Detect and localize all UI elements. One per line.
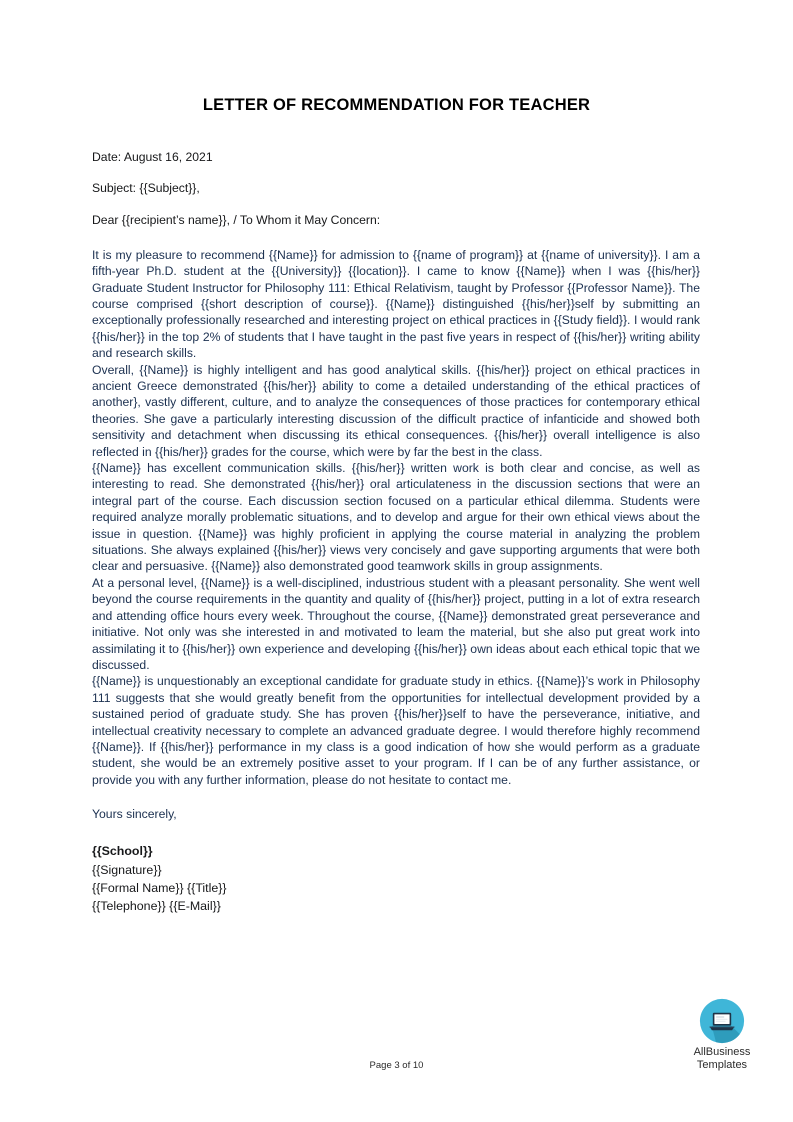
paragraph-5: {{Name}} is unquestionably an exceptional candidate for graduate study in ethics. {{Name}}’s work in Philosophy 111 suggests that she would greatly benefit from the opportunities for intellectual development provided by a sustained period of graduate study. She has proven {{his/her}}self to have the perseverance, initiative, and intellectual creativity necessary to complete an advanced graduate degree. I would therefore highly recommend {{Name}}. If {{his/her}} performance in my class is a good indication of how she would perform as a graduate student, she would be an extremely positive asset to your program. If I can be of any further assistance, or provide you with any further information, please do not hesitate to contact me. <box>92 674 700 787</box>
subject-line: Subject: {{Subject}}, <box>92 181 200 196</box>
laptop-icon <box>699 998 745 1044</box>
date-line: Date: August 16, 2021 <box>92 150 213 164</box>
brand-name <box>676 1046 768 1072</box>
body-paragraphs <box>92 247 700 788</box>
closing-line: Yours sincerely, <box>92 807 177 822</box>
signature-placeholder: {{Signature}} <box>92 862 162 877</box>
page-title: LETTER OF RECOMMENDATION FOR TEACHER <box>202 96 591 114</box>
letter-body <box>92 150 700 915</box>
paragraph-2: Overall, {{Name}} is highly intelligent and has good analytical skills. {{his/her}} project on ethical practices in ancient Greece demonstrated {{his/her}} ability to come a detailed understanding of the ethical practices of another}, vastly different, culture, and to analyze the consequences of those practices for contemporary ethical theories. She gave a particularly interesting discussion of the difficult practice of infanticide and showed both sensitivity and detachment when discussing its ethical consequences. {{his/her}} overall intelligence is also reflected in {{his/her}} grades for the course, which were by far the best in the class. <box>92 362 700 459</box>
paragraph-3: {{Name}} has excellent communication skills. {{his/her}} written work is both clear and concise, as well as interesting to read. She demonstrated {{his/her}} oral articulateness in the discussion sections that were an integral part of the course. Each discussion section focused on a particular ethical dilemma. Students were required analyze morally problematic situations, and to develop and argue for their own ethical views about the issue in question. {{Name}} was highly proficient in applying the course material in analyzing the problem situations. She always explained {{his/her}} views very concisely and gave supporting arguments that were both clear and persuasive. {{Name}} also demonstrated good teamwork skills in group assignments. <box>92 461 700 574</box>
brand-line-2: Templates <box>696 1058 748 1071</box>
footer-page-number: Page 3 of 10 <box>369 1060 424 1071</box>
paragraph-4: At a personal level, {{Name}} is a well-disciplined, industrious student with a pleasant personality. She went well beyond the course requirements in the quantity and quality of {{his/her}} project, putting in a lot of extra research and attending office hours every week. Throughout the course, {{Name}} demonstrated great perseverance and initiative. Not only was she interested in and motivated to leam the material, but she also put great work into assimilating it to {{his/her}} own experience and developing {{his/her}} own ideas about each ethical topic that we discussed. <box>92 575 700 672</box>
signature-name-title: {{Formal Name}} {{Title}} <box>92 880 227 895</box>
salutation-line: Dear {{recipient’s name}}, / To Whom it May Concern: <box>92 212 381 227</box>
brand-watermark <box>676 998 768 1072</box>
signature-school: {{School}} <box>92 844 153 859</box>
signature-contact: {{Telephone}} {{E-Mail}} <box>92 898 221 913</box>
brand-line-1: AllBusiness <box>693 1046 751 1058</box>
paragraph-1: It is my pleasure to recommend {{Name}} for admission to {{name of program}} at {{name of university}}. I am a fifth-year Ph.D. student at the {{University}} {{location}}. I came to know {{Name}} when I was {{his/her}} Graduate Student Instructor for Philosophy 111: Ethical Relativism, taught by Professor {{Professor Name}}. The course comprised {{short description of course}}. {{Name}} distinguished {{his/her}}self by submitting an exceptionally professionally researched and interesting project on ethical practices in {{Study field}}. I would rank {{his/her}} in the top 2% of students that I have taught in the past five years in respect of {{his/her}} writing ability and research skills. <box>92 247 700 361</box>
signature-block <box>92 842 700 914</box>
